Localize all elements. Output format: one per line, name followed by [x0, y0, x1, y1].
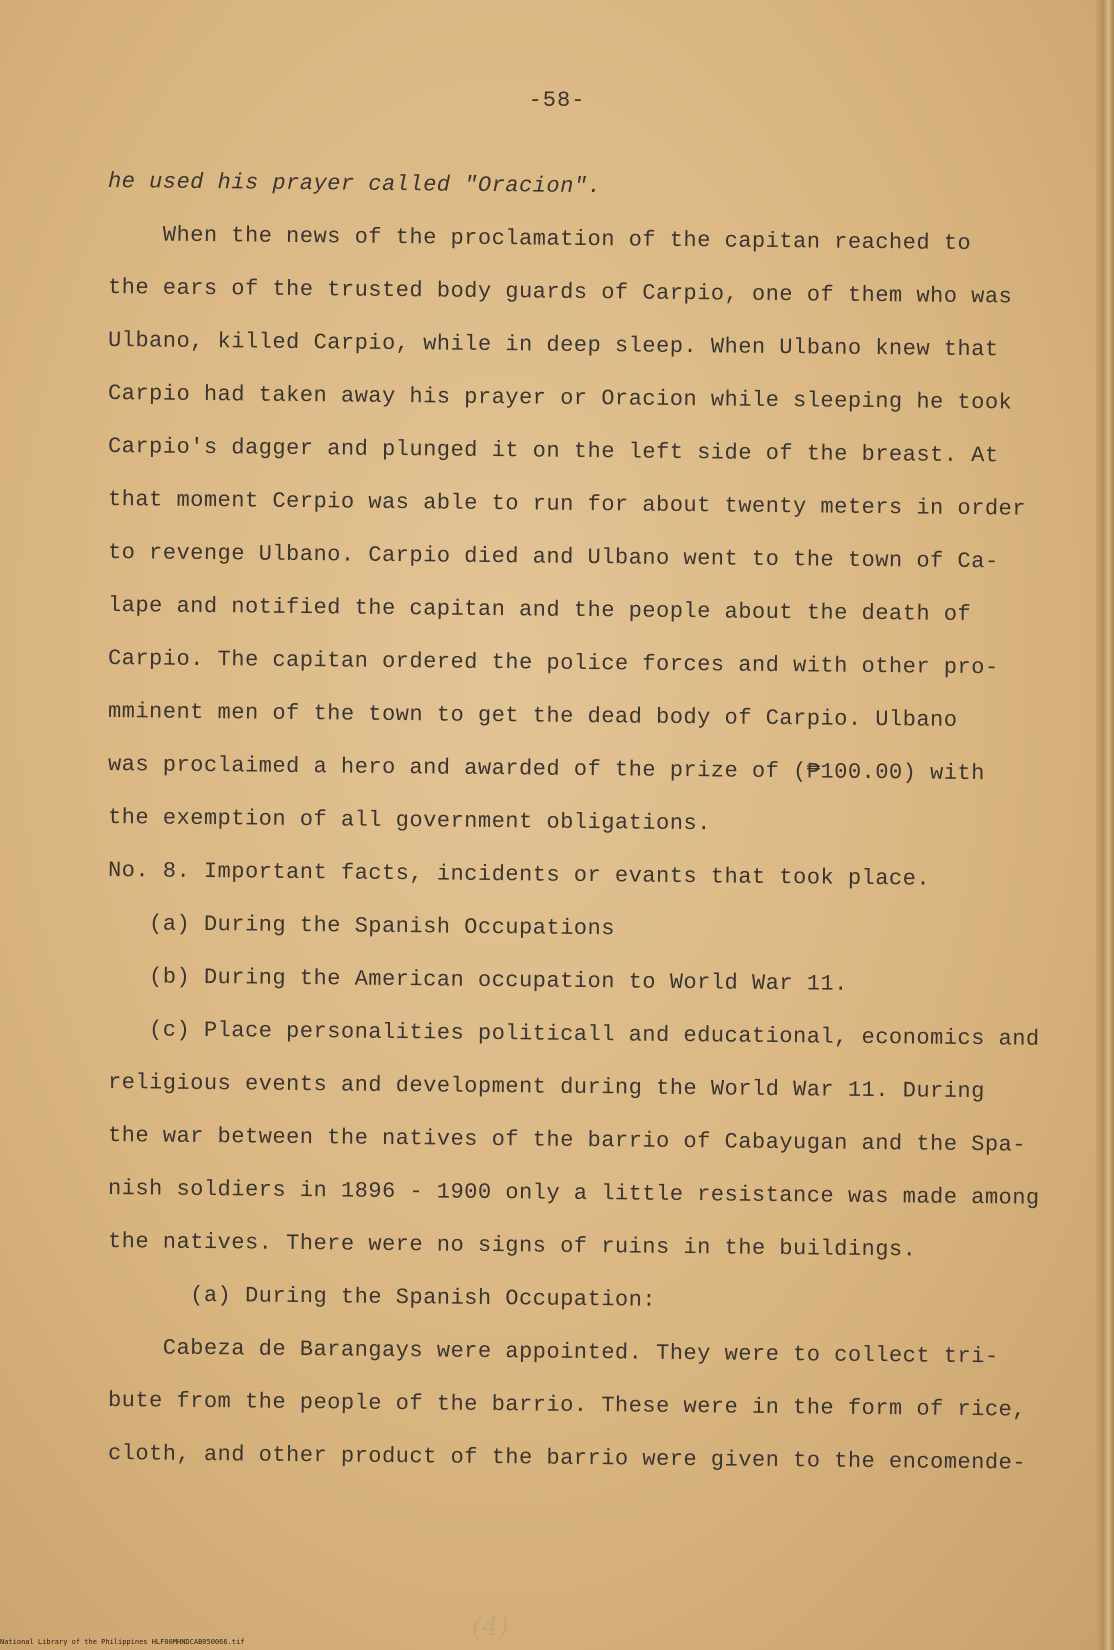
text-line: the ears of the trusted body guards of Carpio, one of them who was — [107, 275, 1013, 310]
page-edge — [1096, 0, 1114, 1650]
text-line: bute from the people of the barrio. These were in the form of rice, — [107, 1388, 1027, 1423]
text-line: No. 8. Important facts, incidents or evants that took place. — [107, 858, 931, 892]
text-line: cloth, and other product of the barrio were given to the encomende- — [107, 1441, 1027, 1476]
handwritten-number: (4) — [472, 1612, 509, 1642]
text-line: Carpio's dagger and plunged it on the left side of the breast. At — [107, 434, 999, 469]
text-line: the war between the natives of the barrio of Cabayugan and the Spa- — [107, 1123, 1027, 1158]
text-line: mminent men of the town to get the dead body of Carpio. Ulbano — [107, 699, 958, 733]
scan-footer: National Library of the Philippines HLF00MHNDCAB050066.tif — [0, 1638, 245, 1646]
text-line: Ulbano, killed Carpio, while in deep sleep. When Ulbano knew that — [107, 328, 999, 363]
text-line: When the news of the proclamation of the capitan reached to — [107, 222, 972, 257]
text-line: (a) During the Spanish Occupation: — [107, 1282, 657, 1313]
text-line: the natives. There were no signs of ruins in the buildings. — [107, 1229, 917, 1263]
typed-text-block — [107, 155, 1040, 1480]
text-line: lape and notified the capitan and the people about the death of — [107, 593, 972, 628]
text-line: (a) During the Spanish Occupations — [107, 911, 616, 942]
text-line: he used his prayer called "Oracion". — [107, 169, 602, 200]
text-line: Carpio. The capitan ordered the police forces and with other pro- — [107, 646, 999, 681]
page-number: -58- — [528, 88, 586, 113]
text-line: (c) Place personalities politicall and educational, economics and — [107, 1017, 1040, 1052]
text-line: to revenge Ulbano. Carpio died and Ulbano went to the town of Ca- — [107, 540, 999, 575]
text-line: nish soldiers in 1896 - 1900 only a little resistance was made among — [107, 1176, 1040, 1211]
text-line: was proclaimed a hero and awarded of the prize of (₱100.00) with — [107, 752, 986, 787]
text-line: Carpio had taken away his prayer or Oracion while sleeping he took — [107, 381, 1013, 416]
text-line: (b) During the American occupation to World War 11. — [107, 964, 849, 997]
text-line: Cabeza de Barangays were appointed. They were to collect tri- — [107, 1335, 999, 1370]
text-line: the exemption of all government obligations. — [107, 805, 712, 837]
text-line: religious events and development during the World War 11. During — [107, 1070, 986, 1105]
text-line: that moment Cerpio was able to run for about twenty meters in order — [107, 487, 1027, 522]
